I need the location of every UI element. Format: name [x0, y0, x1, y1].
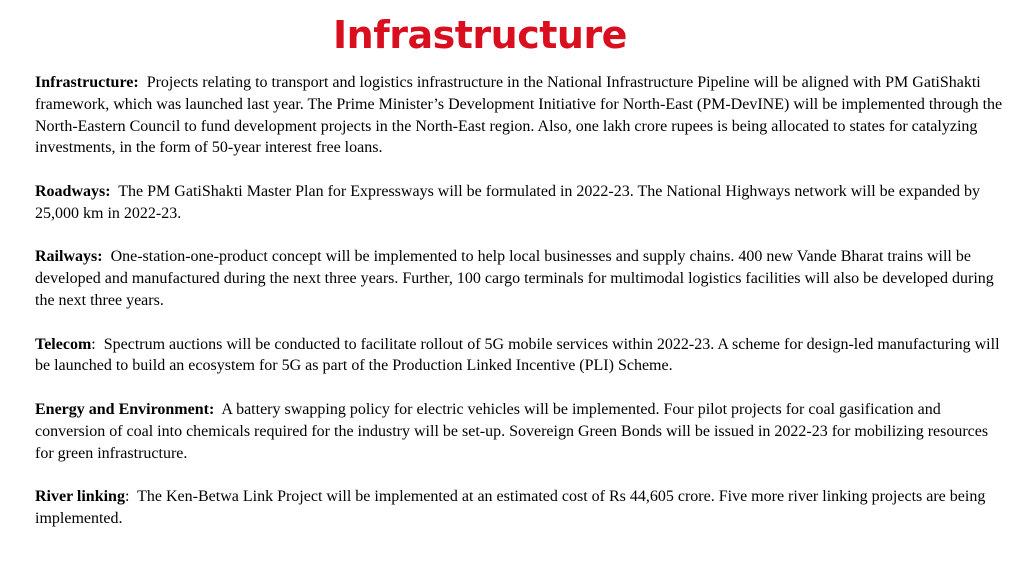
section-text: Spectrum auctions will be conducted to facilitate rollout of 5G mobile services within 2022-23. A scheme for design-led manufacturing will be launched to build an ecosystem for 5G as part of the Production Linked Incentive (PLI) Scheme.: [35, 335, 1000, 375]
section-heading: Infrastructure:: [35, 74, 139, 91]
section-heading: River linking: [35, 488, 125, 506]
section-separator: :: [124, 488, 138, 506]
section-energy-environment: [35, 399, 1003, 464]
section-roadways: [35, 181, 1003, 225]
section-text: A battery swapping policy for electric vehicles will be implemented. Four pilot projects for coal gasification and conversion of coal into chemicals required for the industry will be set-up. Sovereign Green Bonds will be issued in 2022-23 for mobilizing resources for green infrastructure.: [35, 400, 989, 462]
section-text: The PM GatiShakti Master Plan for Expressways will be formulated in 2022-23. The National Highways network will be expanded by 25,000 km in 2022-23.: [35, 182, 981, 222]
section-heading: Telecom: [35, 335, 92, 353]
section-text: Projects relating to transport and logistics infrastructure in the National Infrastructure Pipeline will be aligned with PM GatiShakti framework, which was launched last year. The Prime Minister’s Development Initiative for North-East (PM-DevINE) will be implemented through the North-Eastern Council to fund development projects in the North-East region. Also, one lakh crore rupees is being allocated to states for catalyzing investments, in the form of 50-year interest free loans.: [35, 74, 1003, 157]
section-heading: Roadways:: [35, 182, 111, 200]
section-river-linking: [35, 486, 1003, 530]
slide-title: Infrastructure: [333, 13, 627, 57]
section-text: The Ken-Betwa Link Project will be implemented at an estimated cost of Rs 44,605 crore. Five more river linking projects are being implemented.: [35, 488, 986, 527]
section-text: One-station-one-product concept will be implemented to help local businesses and supply chains. 400 new Vande Bharat trains will be developed and manufactured during the next three years. Further, 100 cargo terminals for multimodal logistics facilities will also be developed during the next three years.: [35, 248, 994, 309]
section-infrastructure: [35, 72, 1003, 159]
section-separator: :: [91, 335, 104, 353]
section-railways: [35, 246, 1003, 311]
section-separator: [139, 74, 147, 91]
section-heading: Energy and Environment:: [35, 400, 215, 418]
section-heading: Railways:: [35, 248, 103, 266]
slide-body: [35, 72, 1003, 552]
section-separator: [103, 248, 111, 265]
section-telecom: [35, 334, 1003, 378]
